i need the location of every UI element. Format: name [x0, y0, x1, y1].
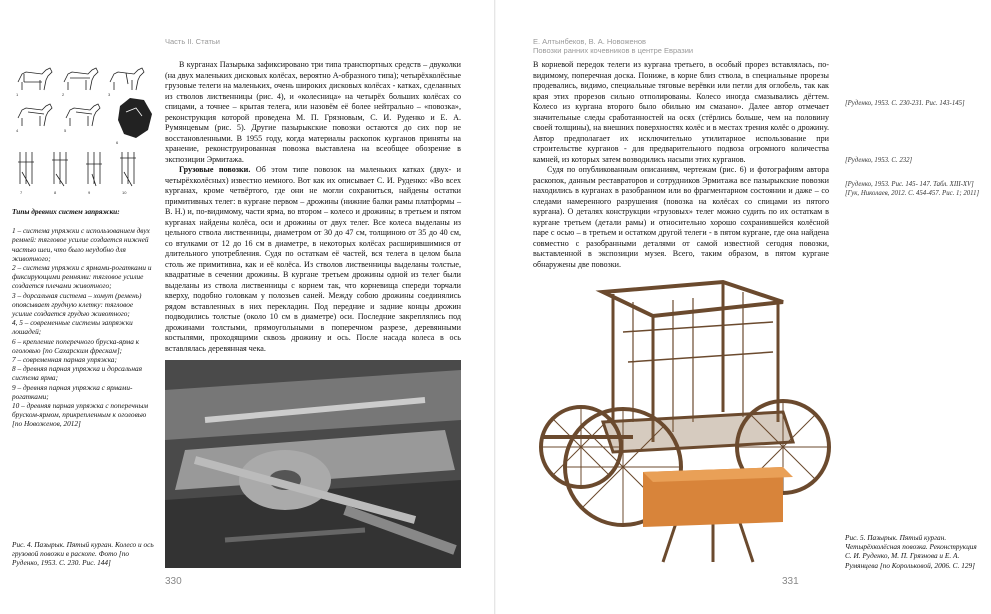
- harness-caption-title: Типы древних систем запряжки:: [12, 207, 120, 216]
- svg-text:6: 6: [116, 140, 119, 145]
- running-head-left: Часть II. Статьи: [165, 37, 220, 46]
- svg-text:10: 10: [122, 190, 127, 195]
- paragraph-body: Об этом типе повозок на маленьких катках (двух- и четырёхколёсных) известно немного. Вот как их описывает С. И. Руденко: «Во всех курганах, кроме четвёртого, где они не могли сохраниться, найдены остатки примитивных телег: в кургане первом – дрожины (нижние балки рамы платформы – В. Н.) и, по-видимому, части ярма, во втором – колесо и дрожины; в третьем и пятом курганах найдены колёса, оси и дрожины от двух телег. Все колеса выделаны из цельного ствола лиственницы, диаметром от 30 до 47 см, толщиною от 35 до 40 см, со втулками от 12 до 16 см в диаметре, в некоторых колёсах расширившимися от длительного употребления. Судя по остаткам её частей, вся телега в целом была столь же примитивна, как и её колёса. Из стволов лиственницы выделаны толстые, квадратные в сечении дрожины. В кургане третьем дрожины одной из телег были выделаны из ствола лиственницы с корнем так, что корневища спереди торчали кверху, подобно головкам у полозьев саней. Между собою дрожины соединялись рядом вставленных в них перекладин. Под передние и задние концы дрожин подводились толстые (около 10 см в диаметре) оси. Последние закреплялись под дрожинами толстыми, прямоугольными в поперечном разрезе, деревянными костылями, проходящими сквозь дрожину и ось. После насада колеса в ось вставлялась деревянная чека.: [165, 165, 461, 353]
- harness-caption-item: 1 – система упряжки с использованием двух ремней: тягловое усилие создается нижней частью шеи, что было неудобно для животного;: [12, 226, 150, 263]
- right-body-text: [533, 60, 829, 270]
- paragraph: В корневой передок телеги из кургана третьего, в особый прорез вставлялась, по-видимому, поперечная доска. Пониже, в корне близ ствола, в специальные прорезы продевались, видимо, специальные тяговые верёвки или петли для оглобель, так как края этих прорезов сильно отполированы. Колесо иногда смазывались дёгтем. Колесо из кургана второго было обильно им смазано». Далее автор отмечает значительные следы сработанностей на осях (стёрлись больше, чем на половину своей толщины), на внешних поверхностях колёс и в местах трения колёс о дрожину. Автор предполагает их исключительно утилитарное использование при строительстве курганов - для предварительного подвоза огромного количества камней, из которых затем возводились насыпи этих курганов.: [533, 60, 829, 164]
- svg-text:2: 2: [62, 92, 65, 97]
- harness-caption-item: 10 – древняя парная упряжка с поперечным бруском-ярмом, прикрепленным к оголовью [по Новоженов, 2012]: [12, 401, 149, 429]
- running-head-title: Повозки ранних кочевников в центре Евразии: [533, 46, 694, 55]
- fig5-caption: Рис. 5. Пазырык. Пятый курган. Четырёхколёсная повозка. Реконструкция С. И. Руденко, М. П. Грязнова и Е. А. Румянцева [по Корольковой, 2006. С. 129]: [845, 533, 977, 570]
- left-page: [0, 0, 495, 614]
- cart-reconstruction-photo: [533, 272, 833, 572]
- svg-text:1: 1: [16, 92, 19, 97]
- excavation-photo: [165, 360, 461, 568]
- harness-caption-item: 4, 5 – современные системы запряжки лошадей;: [12, 318, 133, 337]
- svg-text:4: 4: [16, 128, 19, 133]
- page-number-right: 331: [782, 576, 799, 587]
- svg-text:5: 5: [64, 128, 67, 133]
- svg-text:7: 7: [20, 190, 23, 195]
- harness-types-caption: [12, 207, 154, 429]
- margin-reference: [Руденко, 1953. С. 232]: [845, 157, 913, 164]
- harness-caption-item: 8 – древняя парная упряжка и дорсальная система ярма;: [12, 364, 142, 383]
- page-number-left: 330: [165, 576, 182, 587]
- svg-text:8: 8: [54, 190, 57, 195]
- margin-reference: [Руденко, 1953. Рис. 145- 147. Табл. XIII-XV]: [845, 181, 974, 188]
- harness-caption-item: 2 – система упряжки с ярмами-рогатками и фиксирующими ремнями: тягловое усилие создается плечами животного;: [12, 263, 152, 291]
- harness-caption-item: 3 – дорсальная система – хомут (ремень) опоясывает грудную клетку: тягловое усилие создается грудью животного;: [12, 290, 142, 319]
- running-head-right: [533, 37, 693, 55]
- margin-reference: [Гук, Николаев, 2012. С. 454-457. Рис. 1; 2011]: [845, 190, 980, 197]
- harness-caption-item: 6 – крепление поперечного бруска-ярма к оголовью [по Сахарским фрескам];: [12, 336, 140, 355]
- left-body-text: [165, 60, 461, 354]
- svg-text:9: 9: [88, 190, 91, 195]
- margin-reference: [Руденко, 1953. С. 230-231. Рис. 143-145]: [845, 100, 965, 107]
- harness-caption-item: 9 – древняя парная упряжка с ярмами-рогатками;: [12, 382, 133, 401]
- running-head-authors: Е. Алтынбеков, В. А. Новоженов: [533, 37, 646, 46]
- svg-text:3: 3: [108, 92, 111, 97]
- book-gutter: [494, 0, 496, 614]
- paragraph: Судя по опубликованным описаниям, чертежам (рис. 6) и фотографиям автора раскопок, данным реставраторов и сотрудников Эрмитажа все пазырыкские повозки находились в курганах в разобранном или во фрагментарном состоянии и даже – со следами намеренного разрушения (повозка на колёсах со спицами из пятого кургана). О деталях конструкции «грузовых» телег можно судить по их остаткам в кургане третьем (детали рамы) и относительно хорошо сохранившейся колёсной паре с осью – в третьем и остатком другой телеги - в пятом кургане, где она найдена совместно с разобранными деталями от самой известной сегодня повозки, выставленной в экспозиции музея. Всего, таким образом, в пятом кургане обнаружены две повозки.: [533, 165, 829, 269]
- fig4-caption: Рис. 4. Пазырык. Пятый курган. Колесо и ось грузовой повозки в раскопе. Фото [по Руденко, 1953. С. 230. Рис. 144]: [12, 540, 154, 568]
- harness-caption-item: 7 – современная парная упряжка;: [12, 355, 117, 365]
- paragraph-with-subheading: [165, 165, 461, 354]
- subheading: Грузовые повозки.: [179, 165, 251, 174]
- paragraph: В курганах Пазырыка зафиксировано три типа транспортных средств – двуколки (на двух маленьких дисковых колёсах, вероятно А-образного типа); четырёхколёсные грузовые телеги на маленьких, очень широких дисковых колёсах - катках, сделанных из стволов лиственницы (рис. 4), и «колесница» на четырёх больших колёсах со спицами, а точнее – крытая телега, или назовём её более нейтрально – «повозка», реконструкция которой проведена М. П. Грязновым, С. И. Руденко и Е. А. Румянцевым (рис. 5). Другие пазырыкские повозки остаются до сих пор не восстановленными. В 1955 году, когда материалы раскопок курганов приняты на хранение, реконструированная повозка выставлена на всеобщее обозрение в экспозиции Эрмитажа.: [165, 60, 461, 164]
- harness-systems-illustration: [12, 60, 157, 200]
